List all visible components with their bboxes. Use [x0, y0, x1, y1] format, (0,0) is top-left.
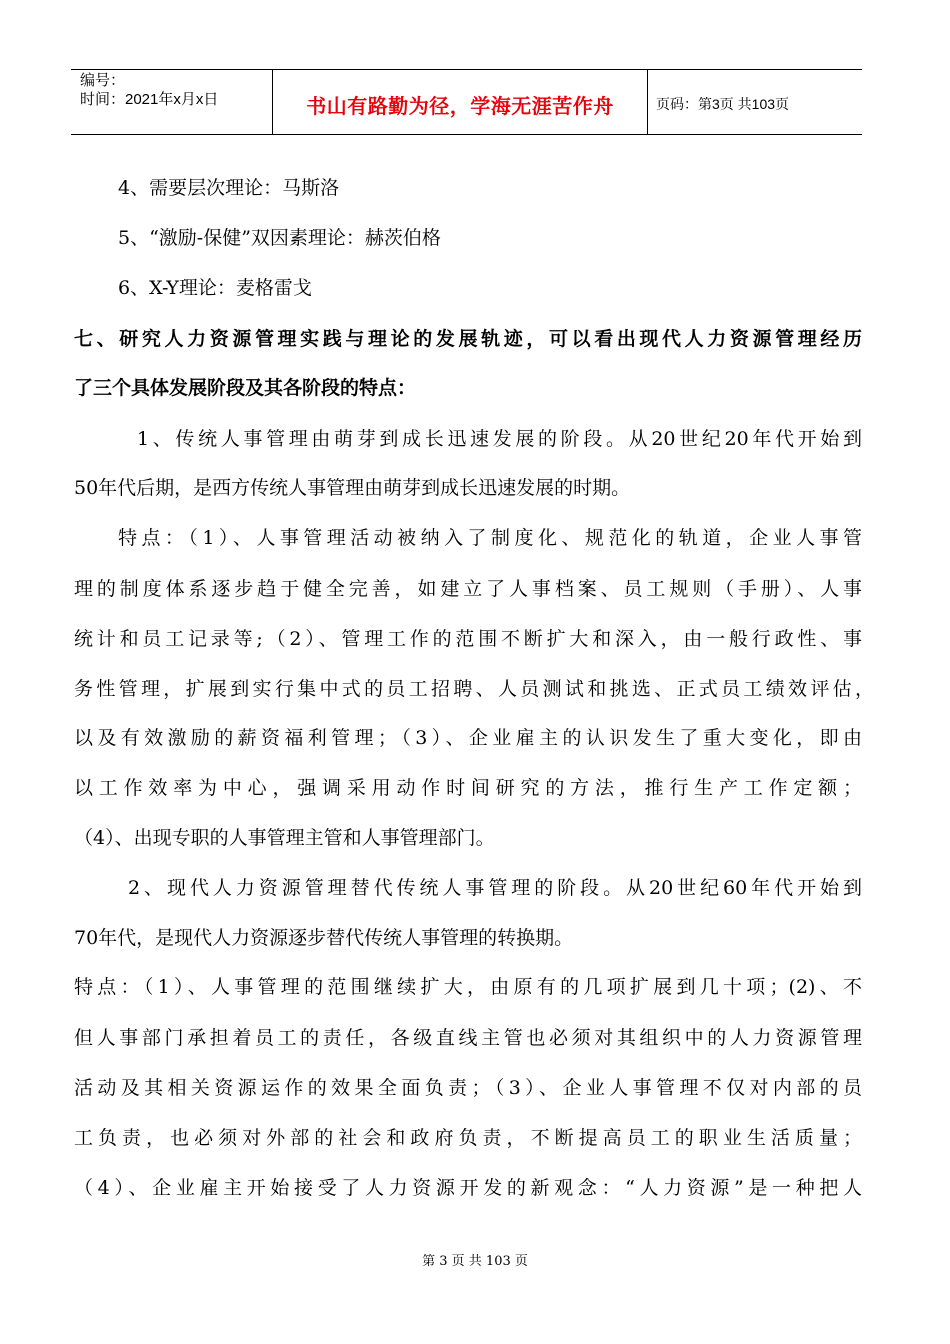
text-line: 5、“激励-保健”双因素理论：赫茨伯格: [118, 227, 441, 249]
text-line: 6、X-Y理论：麦格雷戈: [118, 277, 312, 299]
text-line: 工负责，也必须对外部的社会和政府负责，不断提高员工的职业生活质量；: [74, 1127, 862, 1149]
text-line: 50年代后期，是西方传统人事管理由萌芽到成长迅速发展的时期。: [74, 477, 631, 499]
text-line: 70年代，是现代人力资源逐步替代传统人事管理的转换期。: [74, 927, 574, 949]
text-line: 但人事部门承担着员工的责任，各级直线主管也必须对其组织中的人力资源管理: [74, 1027, 862, 1049]
header-page-info: 页码：第3页 共103页: [656, 96, 790, 112]
doc-number-label: 编号：: [80, 72, 126, 89]
text-line: 统计和员工记录等;（2）、管理工作的范围不断扩大和深入，由一般行政性、事: [74, 628, 862, 650]
text-line: 1、传统人事管理由萌芽到成长迅速发展的阶段。从20世纪20年代开始到: [137, 428, 862, 450]
text-line: 务性管理，扩展到实行集中式的员工招聘、人员测试和挑选、正式员工绩效评估，: [74, 678, 874, 700]
page-footer: 第 3 页 共 103 页: [422, 1254, 528, 1269]
text-line: 以工作效率为中心，强调采用动作时间研究的方法，推行生产工作定额；: [74, 777, 862, 799]
header-motto: 书山有路勤为径，学海无涯苦作舟: [306, 94, 614, 118]
text-line: （4）、企业雇主开始接受了人力资源开发的新观念：“人力资源”是一种把人: [74, 1177, 862, 1199]
page-header: [71, 69, 862, 135]
doc-time-label: 时间：2021年x月x日: [80, 91, 219, 108]
section-heading-line: 七、研究人力资源管理实践与理论的发展轨迹，可以看出现代人力资源管理经历: [74, 328, 862, 350]
text-line: 理的制度体系逐步趋于健全完善，如建立了人事档案、员工规则（手册）、人事: [74, 578, 862, 600]
header-divider: [647, 70, 648, 134]
text-line: 活动及其相关资源运作的效果全面负责；（3）、企业人事管理不仅对内部的员: [74, 1077, 862, 1099]
section-heading-line: 了三个具体发展阶段及其各阶段的特点：: [74, 377, 417, 399]
text-line: 2、现代人力资源管理替代传统人事管理的阶段。从20世纪60年代开始到: [128, 877, 862, 899]
text-line: 4、需要层次理论：马斯洛: [118, 177, 340, 199]
text-line: 特点：（1）、人事管理的范围继续扩大，由原有的几项扩展到几十项；(2)、不: [74, 976, 862, 998]
header-meta: [80, 71, 218, 109]
text-line: 特点：（1）、人事管理活动被纳入了制度化、规范化的轨道，企业人事管: [118, 527, 862, 549]
text-line: （4）、出现专职的人事管理主管和人事管理部门。: [74, 827, 495, 849]
text-line: 以及有效激励的薪资福利管理；（3）、企业雇主的认识发生了重大变化，即由: [74, 727, 862, 749]
